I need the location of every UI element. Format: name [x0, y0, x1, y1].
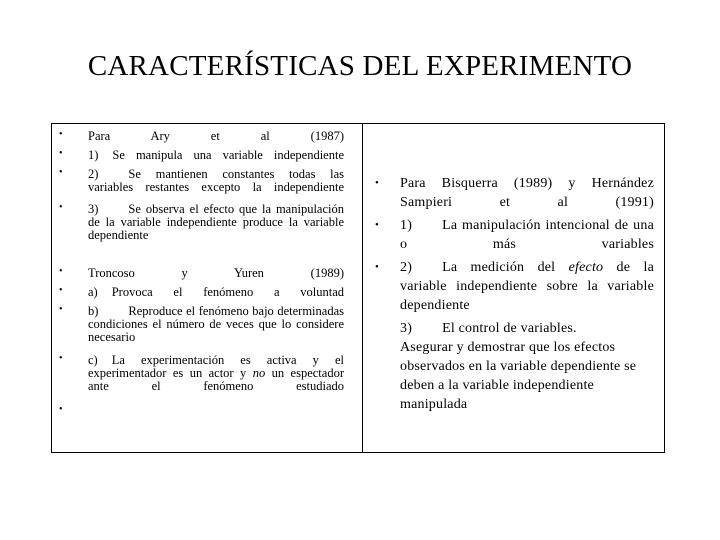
list-item: 2) La medición del efecto de la variable independiente sobre la variable dependiente [400, 260, 654, 313]
bullet: • [59, 148, 63, 159]
bullet: • [59, 285, 63, 296]
bullet: • [59, 404, 63, 415]
bullet: • [59, 266, 63, 277]
list-item: Asegurar y demostrar que los efectos observados en la variable dependiente se deben a la variable independiente manipulada [400, 340, 637, 412]
list-item: 3) Se observa el efecto que la manipulación de la variable independiente produce la variable dependiente [88, 202, 344, 242]
list-item: Para Bisquerra (1989) y Hernández Sampieri et al (1991) [400, 176, 654, 210]
bullet: • [59, 129, 63, 140]
list-item: 2) Se mantienen constantes todas las variables restantes excepto la independiente [88, 167, 344, 194]
list-item: a) Provoca el fenómeno a voluntad [88, 285, 344, 299]
bullet: • [59, 353, 63, 364]
list-item: Para Ary et al (1987) [88, 129, 344, 143]
list-item: b) Reproduce el fenómeno bajo determinadas condiciones el número de veces que lo considere necesario [88, 304, 344, 344]
list-item: Troncoso y Yuren (1989) [88, 266, 344, 280]
list-item: 3) El control de variables. [400, 321, 577, 336]
list-item: 1) La manipulación intencional de una o más variables [400, 218, 654, 252]
bullet: • [59, 304, 63, 315]
slide-title: CARACTERÍSTICAS DEL EXPERIMENTO [87, 50, 633, 82]
bullet: • [59, 202, 63, 213]
bullet: • [375, 261, 379, 273]
bullet: • [375, 177, 379, 189]
characteristics-table [51, 123, 665, 453]
list-item: c) La experimentación es activa y el experimentador es un actor y no un espectador ante el fenómeno estudiado [88, 353, 344, 393]
list-item: 1) Se manipula una variable independiente [88, 148, 344, 162]
bullet: • [375, 219, 379, 231]
bullet: • [59, 167, 63, 178]
column-divider [362, 124, 363, 452]
